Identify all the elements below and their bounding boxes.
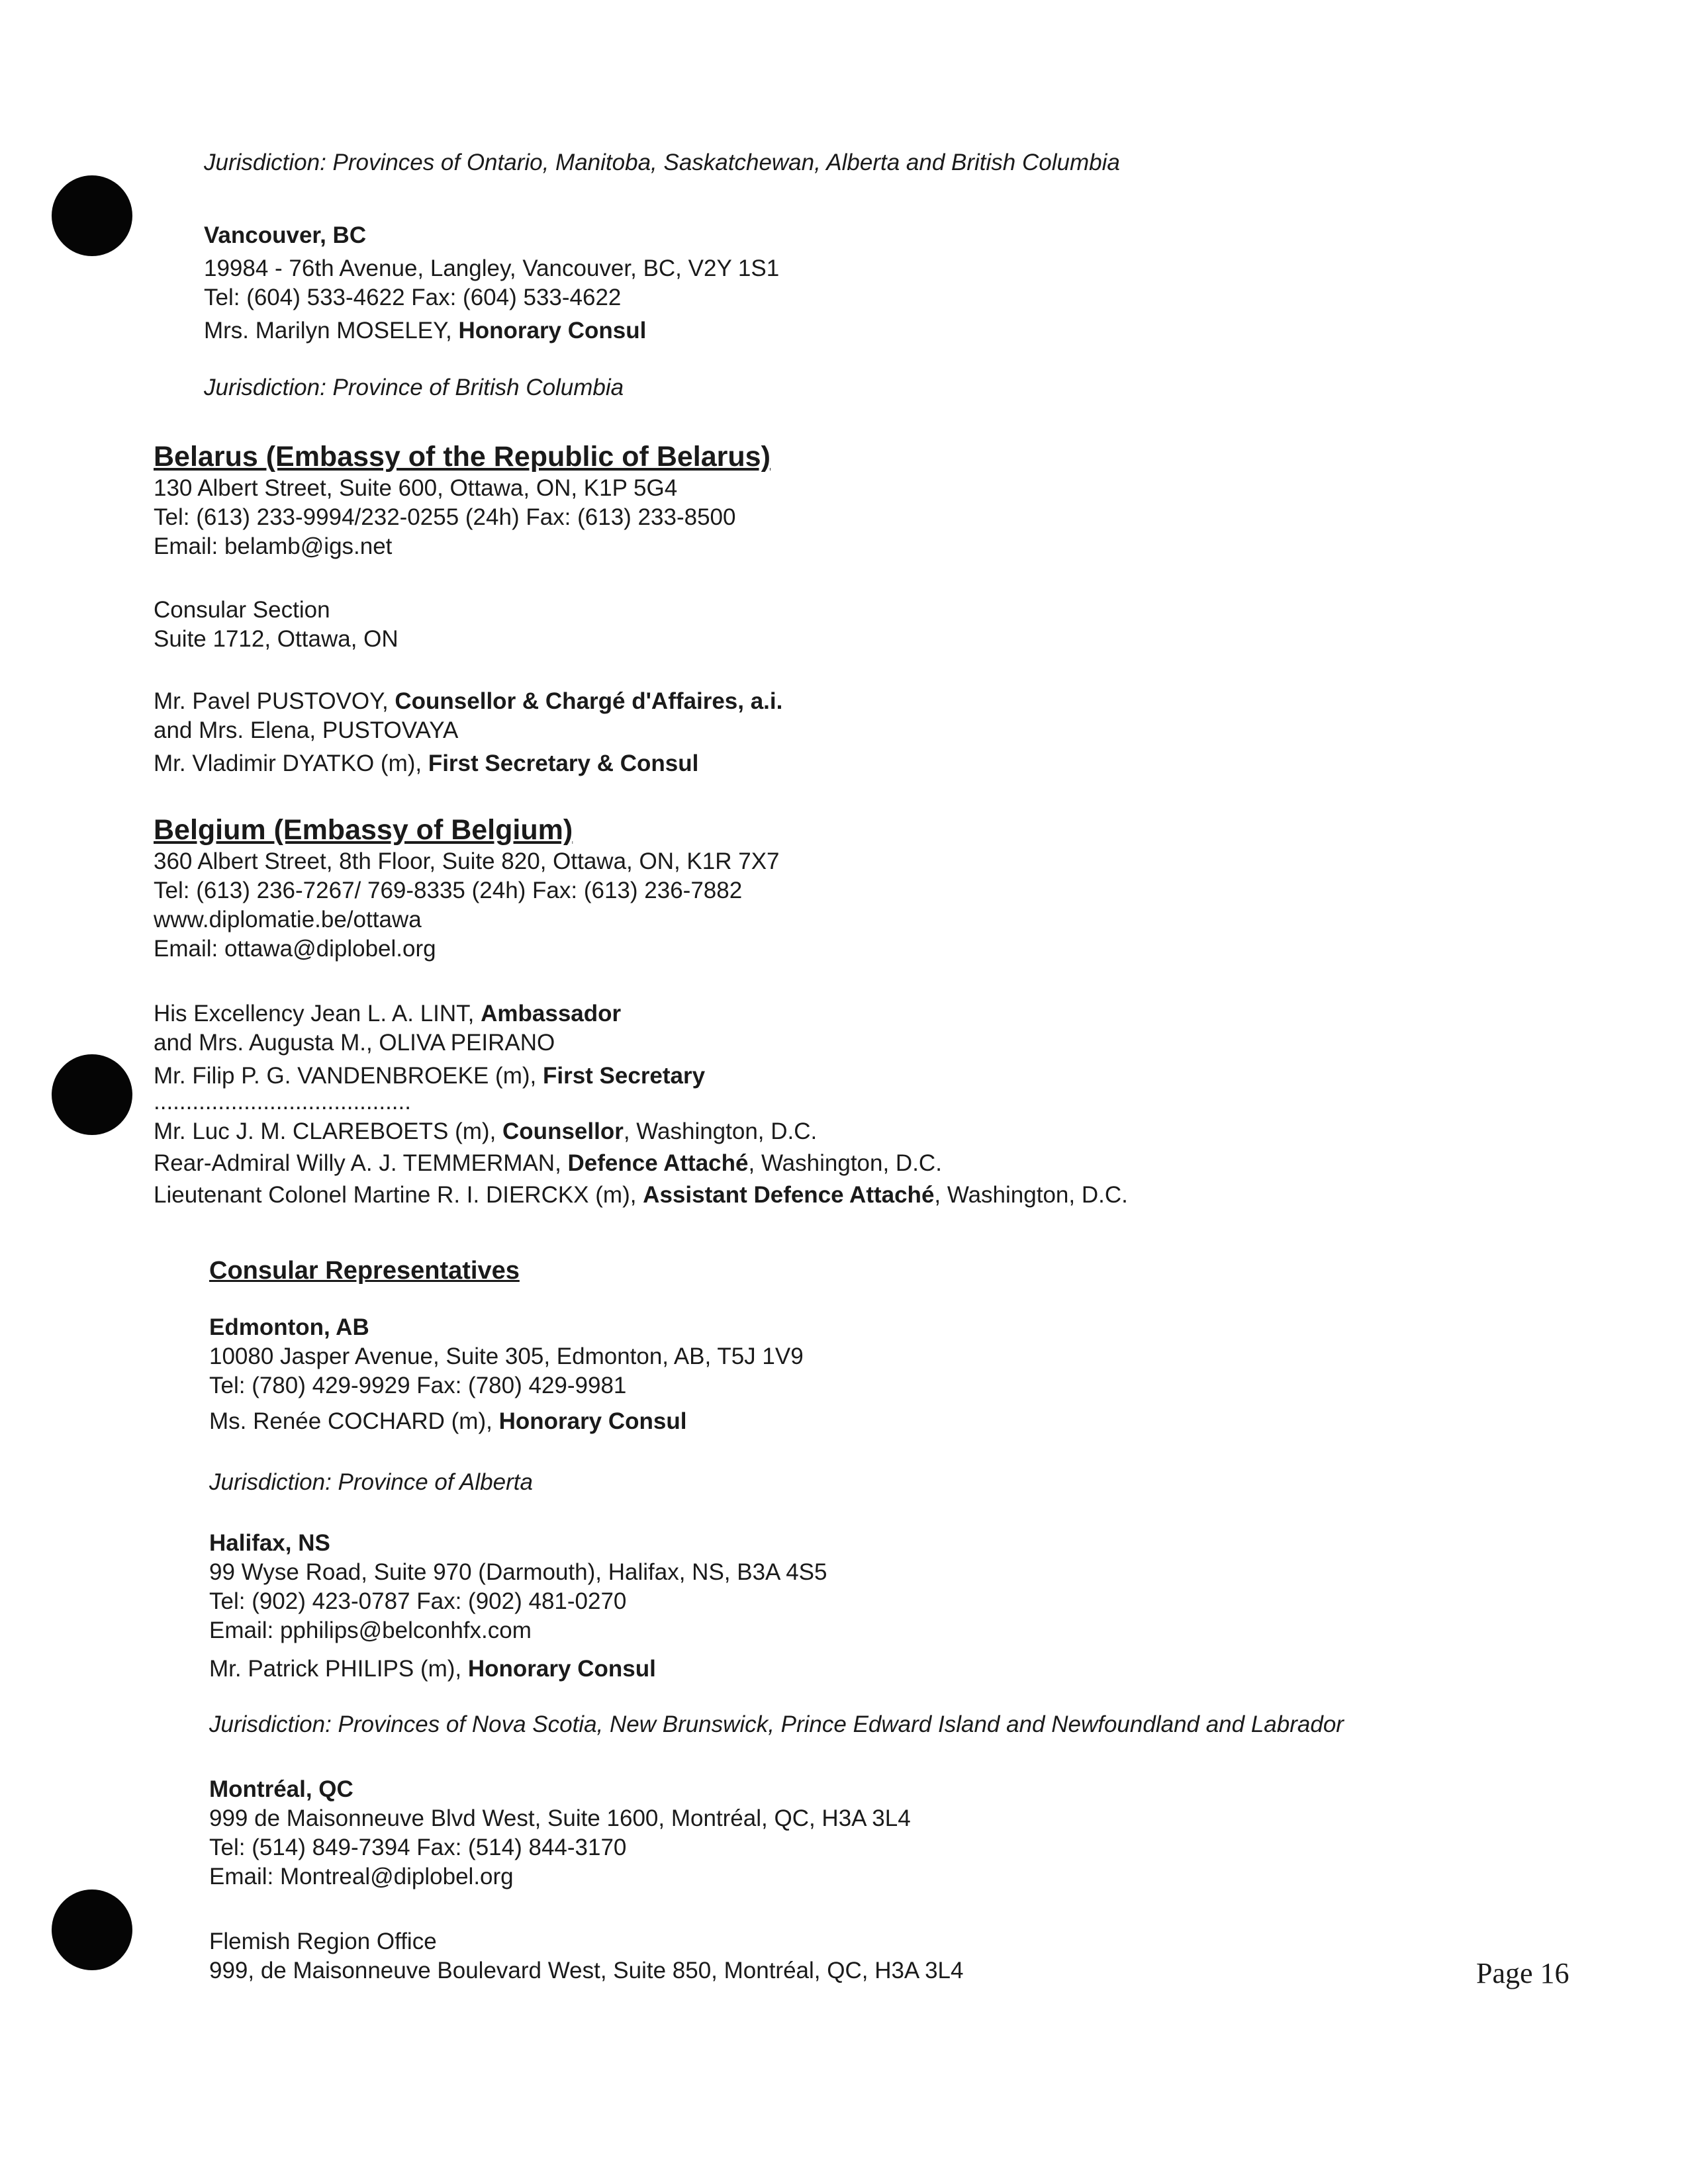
person-name: Rear-Admiral Willy A. J. TEMMERMAN, [154, 1150, 568, 1176]
website: www.diplomatie.be/ottawa [154, 907, 422, 933]
consul-entry [209, 1655, 1344, 1684]
person-title: Honorary Consul [498, 1408, 687, 1434]
belarus-section [154, 439, 782, 778]
person-location: , Washington, D.C. [748, 1150, 942, 1176]
person-name: Lieutenant Colonel Martine R. I. DIERCKX (m), [154, 1182, 643, 1208]
page-number: Page 16 [1476, 1957, 1570, 1989]
consul-entry [204, 316, 779, 345]
person-location: , Washington, D.C. [623, 1118, 818, 1144]
person-title: First Secretary [542, 1063, 706, 1089]
person-location: , Washington, D.C. [934, 1182, 1128, 1208]
email: Email: ottawa@diplobel.org [154, 936, 436, 962]
staff-entry [154, 749, 782, 778]
phone-fax: Tel: (780) 429-9929 Fax: (780) 429-9981 [209, 1373, 627, 1398]
punch-hole-bottom [52, 1889, 132, 1970]
address: 130 Albert Street, Suite 600, Ottawa, ON, K1P 5G4 [154, 475, 678, 501]
punch-hole-middle [52, 1054, 132, 1135]
vancouver-consulate [204, 221, 779, 402]
consular-representatives [209, 1255, 1344, 1985]
person-title: Counsellor & Chargé d'Affaires, a.i. [395, 688, 783, 714]
consular-section-address: Suite 1712, Ottawa, ON [154, 626, 399, 652]
person-name: His Excellency Jean L. A. LINT, [154, 1001, 481, 1026]
address: 360 Albert Street, 8th Floor, Suite 820, Ottawa, ON, K1R 7X7 [154, 848, 780, 874]
staff-entry [154, 999, 1128, 1028]
jurisdiction-text: Jurisdiction: Provinces of Ontario, Manitoba, Saskatchewan, Alberta and British Columbia [204, 150, 1120, 175]
city-heading: Halifax, NS [209, 1530, 330, 1556]
email: Email: Montreal@diplobel.org [209, 1864, 514, 1889]
section-heading: Consular Representatives [209, 1257, 520, 1285]
phone-fax: Tel: (613) 233-9994/232-0255 (24h) Fax: (613) 233-8500 [154, 504, 736, 530]
phone-fax: Tel: (613) 236-7267/ 769-8335 (24h) Fax: (613) 236-7882 [154, 878, 743, 903]
staff-entry [154, 687, 782, 716]
person-name: Mr. Filip P. G. VANDENBROEKE (m), [154, 1063, 543, 1089]
person-title: Ambassador [481, 1001, 622, 1026]
jurisdiction-text: Jurisdiction: Province of British Columbia [204, 375, 624, 400]
washington-staff-entry [154, 1117, 1128, 1146]
person-title: First Secretary & Consul [428, 751, 699, 776]
consul-entry [209, 1407, 1344, 1436]
person-title: Honorary Consul [467, 1656, 656, 1682]
phone-fax: Tel: (514) 849-7394 Fax: (514) 844-3170 [209, 1835, 627, 1860]
montreal-consulate [209, 1775, 1344, 1985]
person-title: Assistant Defence Attaché [643, 1182, 935, 1208]
punch-hole-top [52, 175, 132, 256]
country-heading: Belarus (Embassy of the Republic of Belarus) [154, 441, 771, 473]
halifax-consulate [209, 1529, 1344, 1739]
previous-entry-continuation [204, 148, 1120, 177]
person-title: Honorary Consul [458, 318, 647, 343]
office-address: 999, de Maisonneuve Boulevard West, Suite 850, Montréal, QC, H3A 3L4 [209, 1958, 964, 1983]
city-heading: Edmonton, AB [209, 1314, 369, 1340]
address: 999 de Maisonneuve Blvd West, Suite 1600, Montréal, QC, H3A 3L4 [209, 1805, 911, 1831]
email: Email: pphilips@belconhfx.com [209, 1617, 532, 1643]
email: Email: belamb@igs.net [154, 533, 393, 559]
address: 99 Wyse Road, Suite 970 (Darmouth), Halifax, NS, B3A 4S5 [209, 1559, 827, 1585]
city-heading: Montréal, QC [209, 1776, 353, 1802]
person-name: Mr. Vladimir DYATKO (m), [154, 751, 428, 776]
washington-staff-entry [154, 1181, 1128, 1210]
address: 19984 - 76th Avenue, Langley, Vancouver, BC, V2Y 1S1 [204, 255, 780, 281]
phone-fax: Tel: (604) 533-4622 Fax: (604) 533-4622 [204, 285, 622, 310]
staff-entry [154, 716, 782, 745]
person-name: and Mrs. Augusta M., OLIVA PEIRANO [154, 1030, 555, 1056]
consular-section-label: Consular Section [154, 597, 330, 623]
address: 10080 Jasper Avenue, Suite 305, Edmonton, AB, T5J 1V9 [209, 1343, 804, 1369]
person-name: Mr. Luc J. M. CLAREBOETS (m), [154, 1118, 503, 1144]
belgium-section [154, 813, 1128, 1210]
person-name: Mr. Patrick PHILIPS (m), [209, 1656, 468, 1682]
dotted-separator: ........................................ [154, 1089, 411, 1115]
office-label: Flemish Region Office [209, 1929, 437, 1954]
person-title: Defence Attaché [567, 1150, 749, 1176]
phone-fax: Tel: (902) 423-0787 Fax: (902) 481-0270 [209, 1588, 627, 1614]
person-name: Mr. Pavel PUSTOVOY, [154, 688, 395, 714]
person-name: Ms. Renée COCHARD (m), [209, 1408, 499, 1434]
washington-staff-entry [154, 1149, 1128, 1178]
jurisdiction-text: Jurisdiction: Province of Alberta [209, 1469, 533, 1495]
person-name: Mrs. Marilyn MOSELEY, [204, 318, 459, 343]
person-name: and Mrs. Elena, PUSTOVAYA [154, 717, 459, 743]
jurisdiction-text: Jurisdiction: Provinces of Nova Scotia, New Brunswick, Prince Edward Island and Newfoundland and Labrador [209, 1711, 1344, 1737]
person-title: Counsellor [502, 1118, 624, 1144]
edmonton-consulate [209, 1313, 1344, 1497]
city-heading: Vancouver, BC [204, 222, 367, 248]
staff-entry [154, 1062, 1128, 1091]
staff-entry [154, 1028, 1128, 1058]
country-heading: Belgium (Embassy of Belgium) [154, 814, 573, 846]
